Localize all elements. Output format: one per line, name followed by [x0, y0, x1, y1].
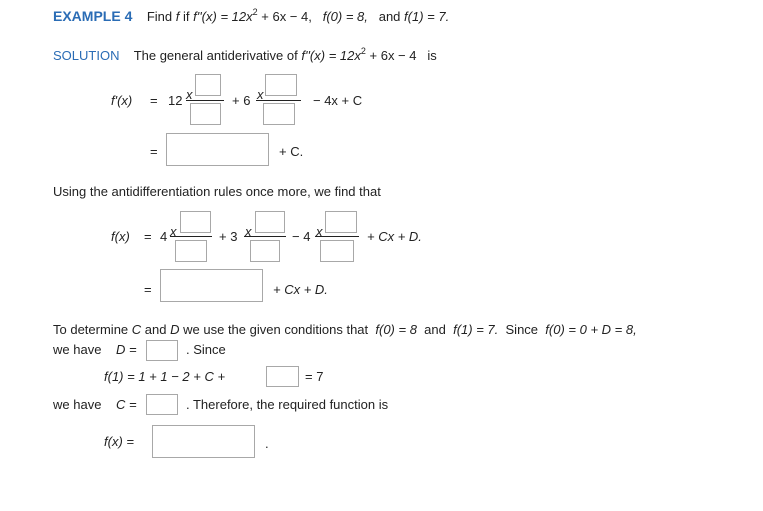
example-equation: f''(x) = 12x [193, 9, 253, 24]
equals-7: = 7 [305, 369, 324, 384]
solution-label: SOLUTION [53, 48, 120, 63]
f-var: f [175, 9, 180, 24]
exponent-input-5[interactable] [325, 211, 357, 233]
denominator-input-3[interactable] [175, 240, 207, 262]
var-c: C [131, 322, 142, 337]
fx-equals-2: = [144, 282, 152, 297]
solution-equation: f''(x) = 12x [301, 48, 361, 63]
fprime-plus-6: + 6 [232, 93, 251, 108]
determine-cond-f1: f(1) = 7. [453, 322, 499, 337]
and-word: and [378, 9, 401, 24]
condition-f0: f(0) = 8, [322, 9, 368, 24]
f1-value-input[interactable] [266, 366, 299, 387]
and-word-3: and [424, 322, 446, 337]
exponent-input-1[interactable] [195, 74, 221, 96]
denominator-input-2[interactable] [263, 103, 295, 125]
final-period: . [265, 436, 269, 451]
final-fx-lhs: f(x) = [104, 434, 134, 449]
determine-cond-f0-sum: f(0) = 0 + D = 8, [545, 322, 637, 337]
exponent-input-3[interactable] [180, 211, 211, 233]
denominator-input-5[interactable] [320, 240, 354, 262]
since-text: . Since [186, 342, 226, 357]
var-d: D [170, 322, 180, 337]
solution-text-b: is [427, 48, 437, 63]
solution-equation-rest: + 6x − 4 [369, 48, 417, 63]
solution-exponent: 2 [360, 45, 366, 56]
fx-x3: x [316, 224, 323, 239]
determine-text-a: To determine [53, 322, 129, 337]
and-word-2: and [144, 322, 167, 337]
fx-minus-4: − 4 [292, 229, 311, 244]
fraction-bar-4 [244, 236, 286, 237]
if-word: if [182, 9, 190, 24]
fprime-plus-c: + C. [279, 144, 304, 159]
c-equals: C = [116, 397, 137, 412]
fx-lhs: f(x) [111, 229, 130, 244]
example-exponent: 2 [252, 6, 258, 17]
we-have-text: we have [53, 342, 102, 357]
fx-plus-3: + 3 [219, 229, 238, 244]
exponent-input-2[interactable] [265, 74, 297, 96]
since-word: Since [505, 322, 539, 337]
f1-equation: f(1) = 1 + 1 − 2 + C + [104, 369, 226, 384]
fprime-x2: x [257, 87, 264, 102]
example-label: EXAMPLE 4 [53, 8, 133, 24]
fprime-answer-input[interactable] [166, 133, 269, 166]
solution-line [53, 45, 437, 64]
example-header [53, 8, 449, 25]
fx-tail: + Cx + D. [367, 229, 422, 244]
determine-line [53, 322, 637, 338]
fx-equals: = [144, 229, 152, 244]
fprime-equals-2: = [150, 144, 158, 159]
therefore-text: . Therefore, the required function is [186, 397, 389, 412]
fx-x2: x [245, 224, 252, 239]
fx-coef-4: 4 [160, 229, 168, 244]
denominator-input-4[interactable] [250, 240, 280, 262]
fx-answer-input[interactable] [160, 269, 263, 302]
determine-cond-f0: f(0) = 8 [375, 322, 417, 337]
we-have-text-2: we have [53, 397, 102, 412]
solution-text-a: The general antiderivative of [133, 48, 298, 63]
d-value-input[interactable] [146, 340, 178, 361]
fraction-bar-3 [170, 236, 212, 237]
c-value-input[interactable] [146, 394, 178, 415]
fprime-x1: x [186, 87, 193, 102]
exponent-input-4[interactable] [255, 211, 285, 233]
condition-f1: f(1) = 7. [404, 9, 450, 24]
example-equation-rest: + 6x − 4, [261, 9, 312, 24]
find-word: Find [146, 9, 173, 24]
fprime-lhs: f'(x) [111, 93, 133, 108]
fraction-bar-5 [315, 236, 359, 237]
fprime-equals: = [150, 93, 158, 108]
fprime-coef-12: 12 [168, 93, 183, 108]
determine-text-b: we use the given conditions that [183, 322, 369, 337]
final-function-input[interactable] [152, 425, 255, 458]
fraction-bar-1 [186, 100, 224, 101]
d-equals: D = [116, 342, 137, 357]
fraction-bar-2 [256, 100, 301, 101]
once-more-text: Using the antidifferentiation rules once more, we find that [53, 184, 381, 199]
fprime-tail: − 4x + C [313, 93, 363, 108]
fx-x1: x [170, 224, 177, 239]
denominator-input-1[interactable] [190, 103, 221, 125]
fx-plus-cx-d: + Cx + D. [273, 282, 328, 297]
